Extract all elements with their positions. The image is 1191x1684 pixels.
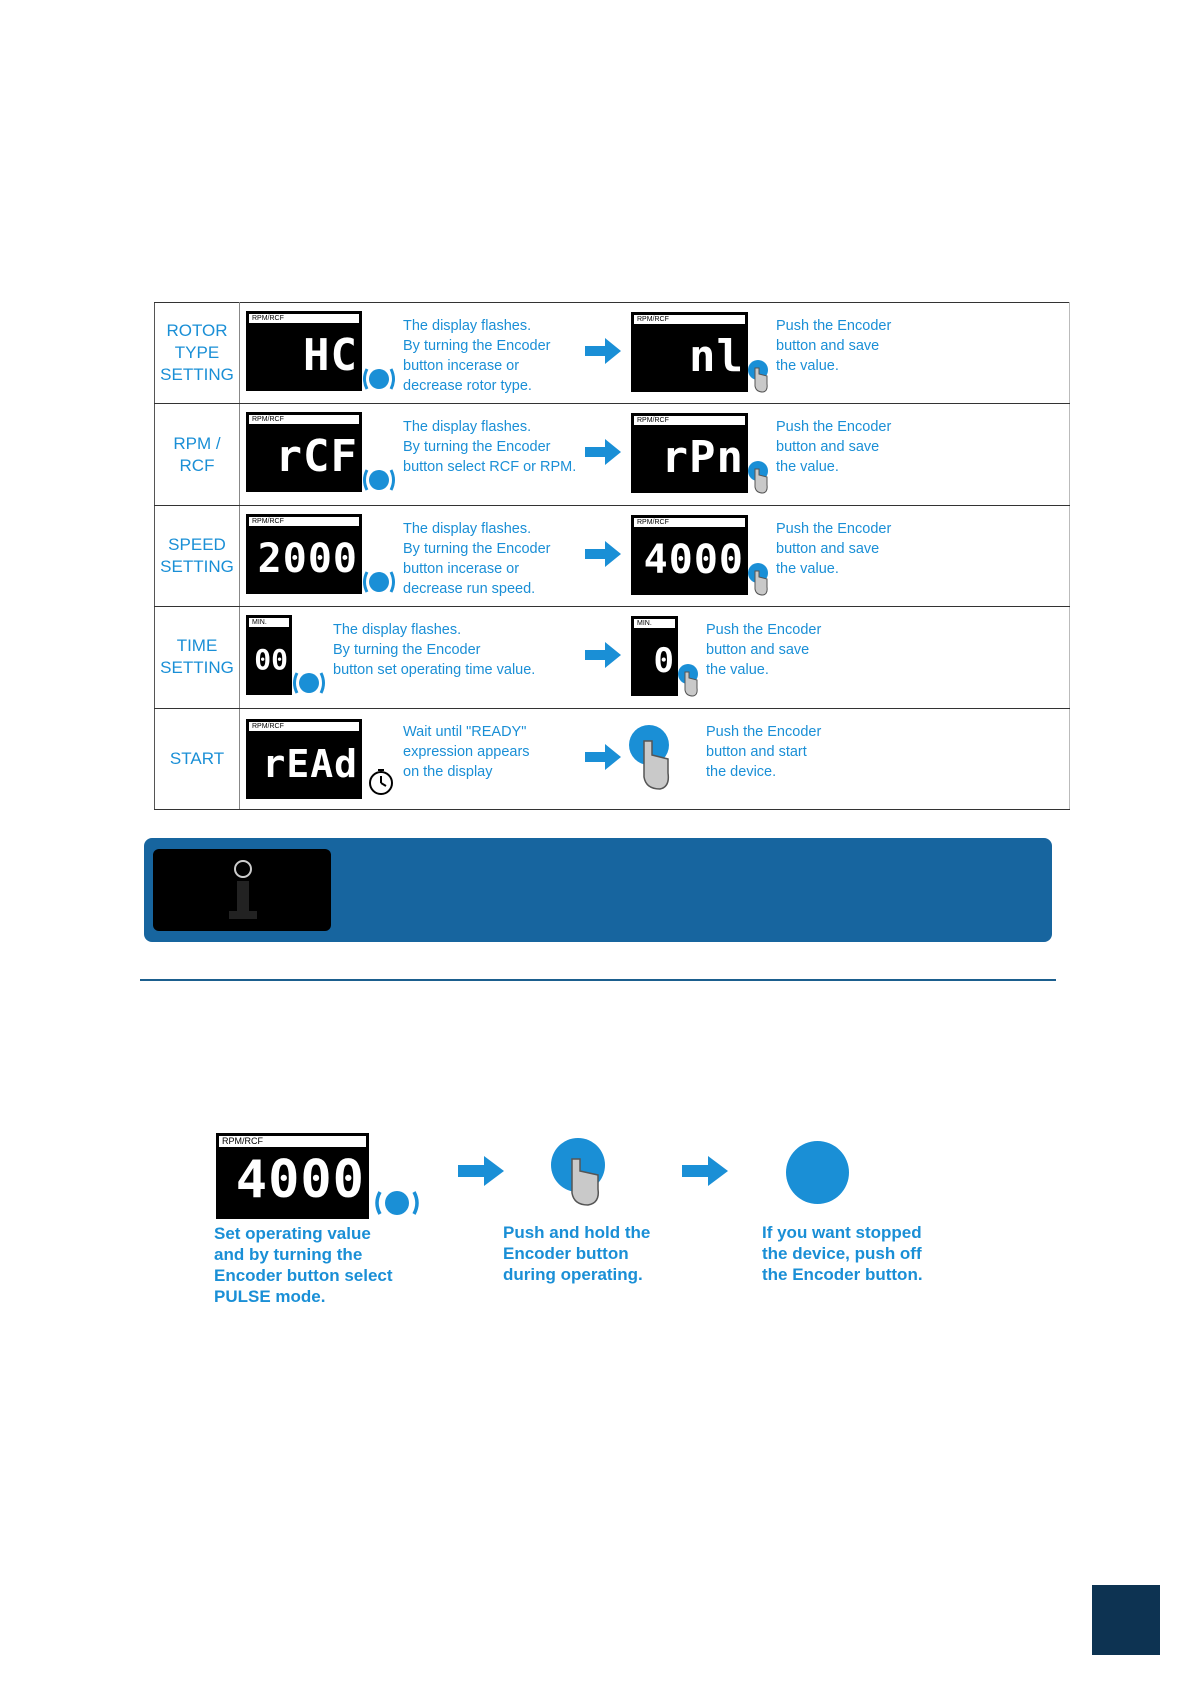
hand-push-icon bbox=[747, 561, 771, 597]
hand-push-icon bbox=[550, 1137, 616, 1207]
step-row-rotor-type bbox=[155, 303, 1070, 404]
step-label: RPM / RCF bbox=[155, 404, 240, 505]
hand-push-icon bbox=[628, 723, 676, 793]
step-instruction: Push the Encoder button and save the value. bbox=[776, 520, 892, 577]
steps-table bbox=[154, 302, 1070, 810]
info-icon bbox=[223, 859, 263, 923]
step-instruction: Push the Encoder button and save the value. bbox=[776, 419, 892, 476]
step-instruction: Push the Encoder button and start the device. bbox=[706, 723, 822, 780]
step-instruction: Push the Encoder button and save the value. bbox=[706, 622, 822, 679]
step-row-rpm-rcf bbox=[155, 404, 1070, 505]
step-row-start bbox=[155, 708, 1070, 809]
info-note-box bbox=[144, 838, 1052, 942]
step-instruction: The display flashes. By turning the Encoder button incerase or decrease rotor type. bbox=[403, 318, 551, 394]
step-body bbox=[240, 607, 1070, 708]
arrow-right-icon bbox=[585, 744, 621, 770]
info-icon-panel bbox=[153, 849, 331, 931]
step-body bbox=[240, 404, 1070, 505]
lcd-display: RPM/RCF rCF bbox=[246, 412, 362, 492]
encoder-turn-icon bbox=[292, 669, 326, 697]
lcd-display: RPM/RCF 4000 bbox=[631, 515, 748, 595]
step-row-speed bbox=[155, 505, 1070, 606]
lcd-display: RPM/RCF rEAd bbox=[246, 719, 362, 799]
page-corner-block bbox=[1092, 1585, 1160, 1655]
lcd-display: RPM/RCF 2000 bbox=[246, 514, 362, 594]
pulse-step-2-text: Push and hold the Encoder button during operating. bbox=[503, 1223, 651, 1284]
step-body bbox=[240, 303, 1070, 404]
arrow-right-icon bbox=[585, 642, 621, 668]
lcd-display: RPM/RCF rPn bbox=[631, 413, 748, 493]
lcd-display: MIN. 00 bbox=[246, 615, 292, 695]
step-label: SPEED SETTING bbox=[155, 505, 240, 606]
step-instruction: The display flashes. By turning the Encoder button select RCF or RPM. bbox=[403, 419, 577, 476]
hand-push-icon bbox=[747, 459, 771, 495]
encoder-turn-icon bbox=[362, 466, 396, 494]
pulse-step-3-text: If you want stopped the device, push off the Encoder button. bbox=[762, 1223, 923, 1284]
step-label: START bbox=[155, 708, 240, 809]
encoder-turn-icon bbox=[362, 568, 396, 596]
encoder-turn-icon bbox=[373, 1188, 421, 1218]
arrow-right-icon bbox=[458, 1156, 504, 1186]
step-row-time bbox=[155, 607, 1070, 708]
timer-icon bbox=[367, 767, 395, 797]
step-label: TIME SETTING bbox=[155, 607, 240, 708]
lcd-display: RPM/RCF HC bbox=[246, 311, 362, 391]
step-body bbox=[240, 708, 1070, 809]
arrow-right-icon bbox=[682, 1156, 728, 1186]
arrow-right-icon bbox=[585, 439, 621, 465]
arrow-right-icon bbox=[585, 338, 621, 364]
pulse-step-1-text: Set operating value and by turning the Encoder button select PULSE mode. bbox=[214, 1224, 393, 1306]
step-label: ROTOR TYPE SETTING bbox=[155, 303, 240, 404]
hand-push-icon bbox=[747, 358, 771, 394]
step-instruction: Push the Encoder button and save the value. bbox=[776, 318, 892, 374]
section-divider bbox=[140, 979, 1056, 981]
step-instruction: The display flashes. By turning the Encoder button set operating time value. bbox=[333, 622, 536, 679]
step-instruction: The display flashes. By turning the Encoder button incerase or decrease run speed. bbox=[403, 520, 551, 597]
lcd-display: MIN. 0 bbox=[631, 616, 678, 696]
lcd-display: RPM/RCF 4000 bbox=[216, 1133, 369, 1219]
hand-push-icon bbox=[677, 662, 701, 698]
arrow-right-icon bbox=[585, 541, 621, 567]
encoder-turn-icon bbox=[362, 365, 396, 393]
encoder-button-icon bbox=[786, 1141, 849, 1204]
step-body bbox=[240, 505, 1070, 606]
step-instruction: Wait until "READY" expression appears on the display bbox=[403, 723, 530, 780]
lcd-display: RPM/RCF nl bbox=[631, 312, 748, 392]
